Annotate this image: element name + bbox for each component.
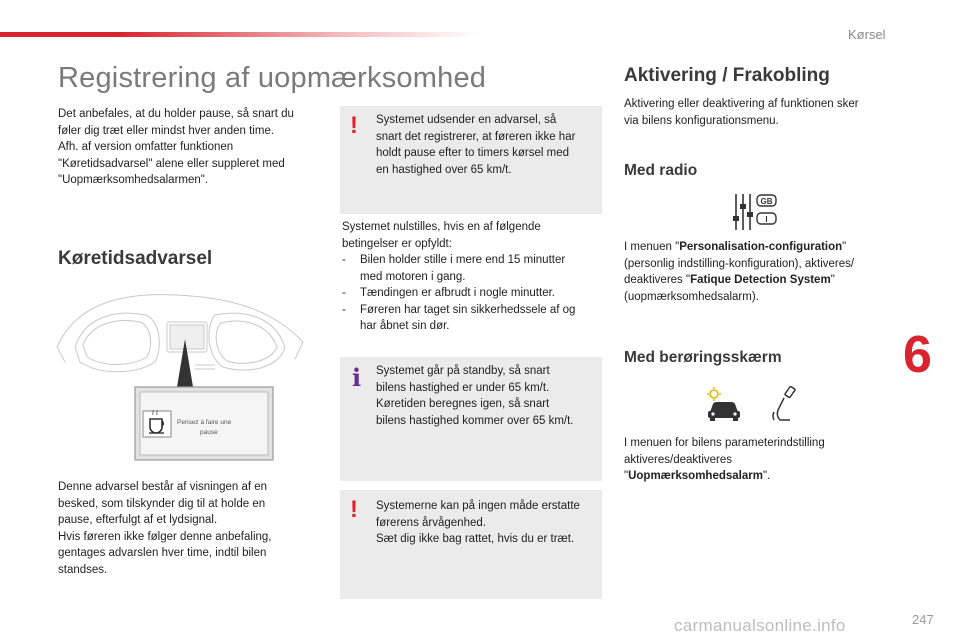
list-item: - Bilen holder stille i mere end 15 minutter: [342, 254, 566, 266]
warning-description-paragraph: Denne advarsel består af visningen af en besked, som tilskynder dig til at holde en pause, efterfulgt af et lydsignal. Hvis føreren ikke følger denne anbefaling, gentages advarslen hver time, indtil bilen standses.: [58, 481, 272, 576]
warning-note-box-2: ! Systemerne kan på ingen måde erstatte førerens årvågenhed. Sæt dig ikke bag rattet, hvis du er træt.: [340, 490, 602, 599]
heading-driving-time-warning: Køretidsadvarsel: [58, 248, 213, 269]
page-title: Registrering af uopmærksomhed: [58, 62, 487, 94]
list-item: har åbnet sin dør.: [360, 320, 450, 332]
list-item: med motoren i gang.: [360, 270, 466, 283]
warning-icon: !: [350, 112, 358, 139]
dashboard-illustration: [55, 287, 305, 462]
reset-conditions-list: Systemet nulstilles, hvis en af følgende betingelser er opfyldt: - Bilen holder stille i mere end 15 minutter med motoren i gang. - Tændingen er afbrudt i nogle minutter. - Føreren har taget sin sikkerhedssele af og har åbnet sin dør.: [342, 219, 575, 335]
language-i-label: I: [765, 215, 768, 224]
heading-activation: Aktivering / Frakobling: [624, 65, 830, 86]
chapter-number: 6: [903, 326, 932, 384]
warning-icon: !: [350, 496, 358, 523]
car-settings-icon: [704, 386, 742, 422]
header-accent-bar: [0, 32, 480, 37]
list-item: - Tændingen er afbrudt i nogle minutter.: [342, 287, 555, 299]
touch-hand-icon: [770, 386, 800, 422]
activation-intro: Aktivering eller deaktivering af funktionen sker via bilens konfigurationsmenu.: [624, 98, 859, 127]
heading-with-touchscreen: Med berøringsskærm: [624, 349, 782, 366]
info-note-box: i Systemet går på standby, så snart bilens hastighed er under 65 km/t. Køretiden beregnes igen, så snart bilens hastighed kommer over 65 km/t.: [340, 357, 602, 481]
section-label: Kørsel: [848, 27, 886, 42]
intro-paragraph: Det anbefales, at du holder pause, så snart du føler dig træt eller mindst hver anden time. Afh. af version omfatter funktionen "Køretidsadvarsel" alene eller suppleret med "Uopmærksomhedsalarmen".: [58, 108, 294, 186]
watermark: carmanualsonline.info: [674, 616, 846, 635]
heading-with-radio: Med radio: [624, 162, 698, 179]
touchscreen-instructions: I menuen for bilens parameterindstilling aktiveres/deaktiveres "Uopmærksomhedsalarm".: [624, 437, 825, 482]
list-item: - Føreren har taget sin sikkerhedssele af og: [342, 303, 576, 316]
radio-instructions: I menuen "Personalisation-configuration" (personlig indstilling-konfiguration), aktiveres/ deaktiveres "Fatique Detection System" (uopmærksomhedsalarm).: [624, 241, 855, 303]
screen-message-line2: pause: [200, 429, 218, 436]
page-number: 247: [912, 612, 934, 627]
screen-message-line1: Pensez à faire une: [177, 419, 232, 426]
warning-note-box-1: ! Systemet udsender en advarsel, så snart det registrerer, at føreren ikke har holdt pause efter to timers kørsel med en hastighed over 65 km/t.: [340, 106, 602, 214]
info-icon: i: [352, 363, 362, 392]
settings-sliders-icon: [732, 192, 778, 232]
language-gb-label: GB: [760, 197, 773, 206]
